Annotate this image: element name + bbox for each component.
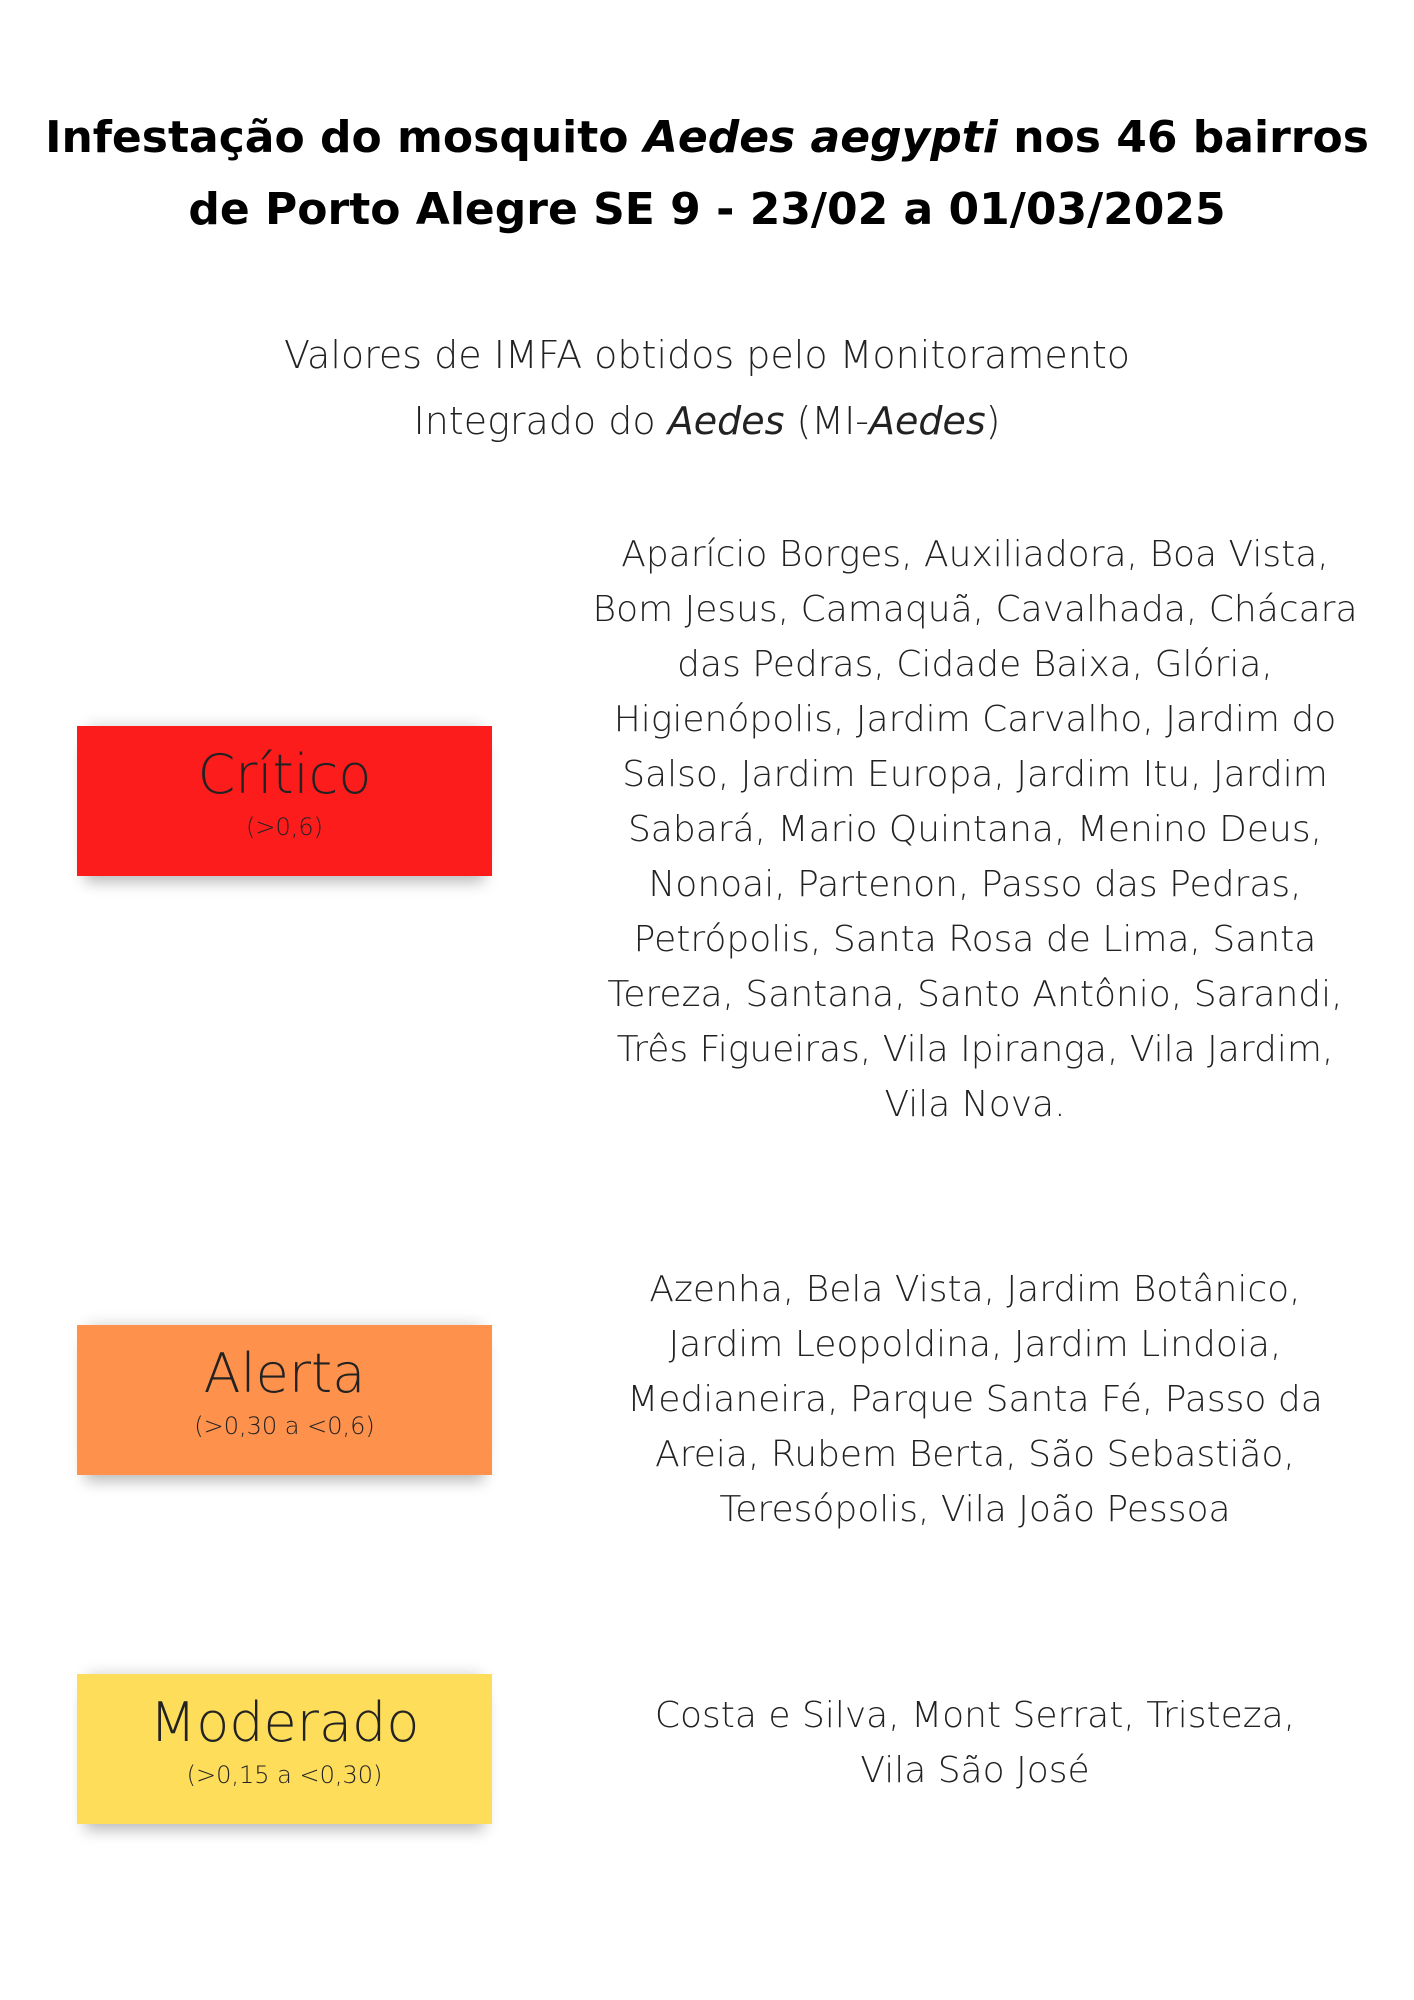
- category-label: Crítico: [197, 743, 372, 806]
- bairros-line: Tereza, Santana, Santo Antônio, Sarandi,: [607, 974, 1343, 1015]
- bairros-line: Aparício Borges, Auxiliadora, Boa Vista,: [621, 534, 1329, 575]
- subtitle-line-2: Integrado do Aedes (MI-Aedes): [413, 399, 1001, 443]
- title-line-2: de Porto Alegre SE 9 - 23/02 a 01/03/2025: [188, 184, 1226, 235]
- bairros-list-alerta: [580, 1262, 1370, 1537]
- title-line-1: Infestação do mosquito Aedes aegypti nos 46 bairros: [45, 112, 1369, 163]
- bairros-line: Azenha, Bela Vista, Jardim Botânico,: [649, 1269, 1301, 1310]
- category-range: (>0,15 a <0,30): [186, 1761, 383, 1789]
- subtitle-line-1: Valores de IMFA obtidos pelo Monitoramento: [283, 333, 1131, 377]
- bairros-list-moderado: [580, 1688, 1370, 1798]
- bairros-list-critico: [580, 527, 1370, 1132]
- bairros-line: Salso, Jardim Europa, Jardim Itu, Jardim: [622, 754, 1328, 795]
- bairros-line: Medianeira, Parque Santa Fé, Passo da: [627, 1379, 1323, 1420]
- category-label: Alerta: [203, 1342, 366, 1405]
- category-box-alerta: [77, 1325, 492, 1475]
- category-label: Moderado: [149, 1691, 420, 1754]
- bairros-line: Sabará, Mario Quintana, Menino Deus,: [627, 809, 1323, 850]
- bairros-line: Bom Jesus, Camaquã, Cavalhada, Chácara: [592, 589, 1358, 630]
- bairros-line: Teresópolis, Vila João Pessoa: [719, 1489, 1231, 1530]
- page-title: [0, 102, 1414, 246]
- category-box-moderado: [77, 1674, 492, 1824]
- bairros-line: Vila São José: [860, 1750, 1090, 1791]
- bairros-line: Vila Nova.: [884, 1084, 1066, 1125]
- bairros-line: Jardim Leopoldina, Jardim Lindoia,: [668, 1324, 1282, 1365]
- bairros-line: Higienópolis, Jardim Carvalho, Jardim do: [613, 699, 1337, 740]
- category-range: (>0,6): [245, 813, 323, 841]
- bairros-line: Petrópolis, Santa Rosa de Lima, Santa: [633, 919, 1317, 960]
- bairros-line: Nonoai, Partenon, Passo das Pedras,: [648, 864, 1302, 905]
- bairros-line: Areia, Rubem Berta, São Sebastião,: [655, 1434, 1295, 1475]
- category-box-critico: [77, 726, 492, 876]
- category-range: (>0,30 a <0,6): [194, 1412, 375, 1440]
- bairros-line: Costa e Silva, Mont Serrat, Tristeza,: [654, 1695, 1296, 1736]
- bairros-line: Três Figueiras, Vila Ipiranga, Vila Jardim,: [616, 1029, 1334, 1070]
- bairros-line: das Pedras, Cidade Baixa, Glória,: [677, 644, 1273, 685]
- page-subtitle: [0, 322, 1414, 454]
